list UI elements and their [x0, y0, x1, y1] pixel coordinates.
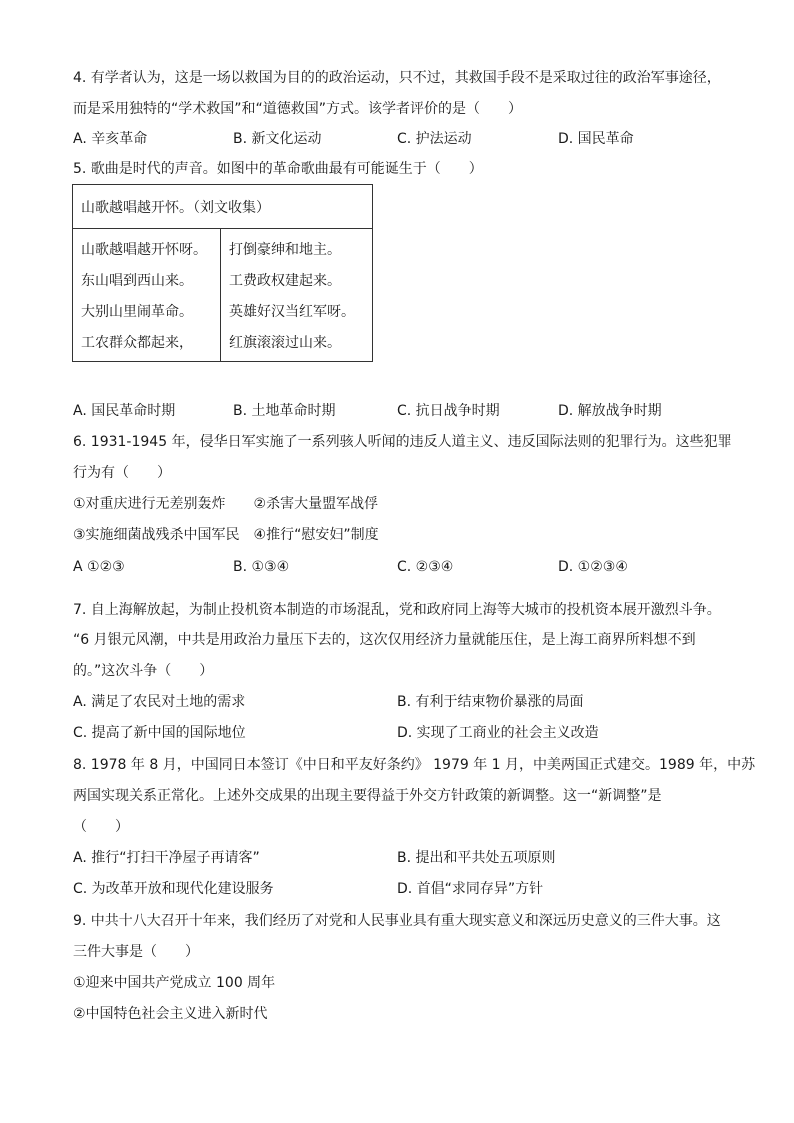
song-lyrics-table	[72, 184, 373, 362]
q6-option-c: C. ②③④	[397, 559, 454, 575]
q4-option-d: D. 国民革命	[558, 131, 634, 147]
q7-option-a: A. 满足了农民对土地的需求	[73, 694, 246, 710]
q7-option-b: B. 有利于结束物价暴涨的局面	[397, 694, 584, 710]
q7-stem-line3: 的。”这次斗争（ ）	[73, 663, 214, 679]
q9-stem-line1: 9. 中共十八大召开十年来，我们经历了对党和人民事业具有重大现实意义和深远历史意义的三件大事。这	[73, 913, 721, 929]
q5-option-d: D. 解放战争时期	[558, 403, 662, 419]
lyric-right-1: 打倒豪绅和地主。	[229, 242, 341, 258]
q4-option-b: B. 新文化运动	[233, 131, 322, 147]
q8-stem-line2: 两国实现关系正常化。上述外交成果的出现主要得益于外交方针政策的新调整。这一“新调整”是	[73, 788, 662, 804]
q9-item-1: ①迎来中国共产党成立 100 周年	[73, 975, 276, 991]
lyric-left-4: 工农群众都起来，	[81, 335, 193, 351]
lyric-left-2: 东山唱到西山来。	[81, 273, 193, 289]
q7-option-d: D. 实现了工商业的社会主义改造	[397, 725, 599, 741]
q7-stem-line1: 7. 自上海解放起，为制止投机资本制造的市场混乱，党和政府同上海等大城市的投机资本展开激烈斗争。	[73, 602, 721, 618]
q4-option-a: A. 辛亥革命	[73, 131, 148, 147]
q6-items-line2: ③实施细菌战残杀中国军民 ④推行“慰安妇”制度	[73, 527, 379, 543]
song-title: 山歌越唱越开怀。（刘文收集）	[81, 200, 270, 216]
lyric-right-4: 红旗滚滚过山来。	[229, 335, 341, 351]
lyric-left-1: 山歌越唱越开怀呀。	[81, 242, 207, 258]
lyric-right-3: 英雄好汉当红军呀。	[229, 304, 355, 320]
q4-option-c: C. 护法运动	[397, 131, 472, 147]
q7-stem-line2: “6 月银元风潮，中共是用政治力量压下去的，这次仅用经济力量就能压住，是上海工商界所料想不到	[73, 632, 696, 648]
q8-option-d: D. 首倡“求同存异”方针	[397, 881, 544, 897]
q6-items-line1: ①对重庆进行无差别轰炸 ②杀害大量盟军战俘	[73, 496, 379, 512]
q8-option-b: B. 提出和平共处五项原则	[397, 850, 556, 866]
q5-option-b: B. 土地革命时期	[233, 403, 336, 419]
song-title-row	[73, 185, 372, 229]
q7-option-c: C. 提高了新中国的国际地位	[73, 725, 246, 741]
q5-option-a: A. 国民革命时期	[73, 403, 176, 419]
q8-option-c: C. 为改革开放和现代化建设服务	[73, 881, 274, 897]
lyric-right-2: 工费政权建起来。	[229, 273, 341, 289]
q4-stem-line1: 4. 有学者认为，这是一场以救国为目的的政治运动，只不过，其救国手段不是采取过往的政治军事途径，	[73, 70, 721, 86]
lyric-left-3: 大别山里闹革命。	[81, 304, 193, 320]
q6-stem-line2: 行为有（ ）	[73, 465, 171, 481]
q8-stem-line3: （ ）	[73, 819, 129, 835]
q6-option-a: A ①②③	[73, 559, 125, 575]
q6-stem-line1: 6. 1931-1945 年，侵华日军实施了一系列骇人听闻的违反人道主义、违反国际法则的犯罪行为。这些犯罪	[73, 434, 732, 450]
q9-stem-line2: 三件大事是（ ）	[73, 944, 199, 960]
q9-item-2: ②中国特色社会主义进入新时代	[73, 1006, 268, 1022]
q5-stem: 5. 歌曲是时代的声音。如图中的革命歌曲最有可能诞生于（ ）	[73, 161, 483, 177]
q4-stem-line2: 而是采用独特的“学术救国”和“道德救国”方式。该学者评价的是（ ）	[73, 101, 523, 117]
table-column-divider	[220, 229, 221, 361]
q8-option-a: A. 推行“打扫干净屋子再请客”	[73, 850, 260, 866]
q8-stem-line1: 8. 1978 年 8 月，中国同日本签订《中日和平友好条约》 1979 年 1 月，中美两国正式建交。1989 年，中苏	[73, 757, 756, 773]
q6-option-b: B. ①③④	[233, 559, 290, 575]
q6-option-d: D. ①②③④	[558, 559, 628, 575]
q5-option-c: C. 抗日战争时期	[397, 403, 500, 419]
